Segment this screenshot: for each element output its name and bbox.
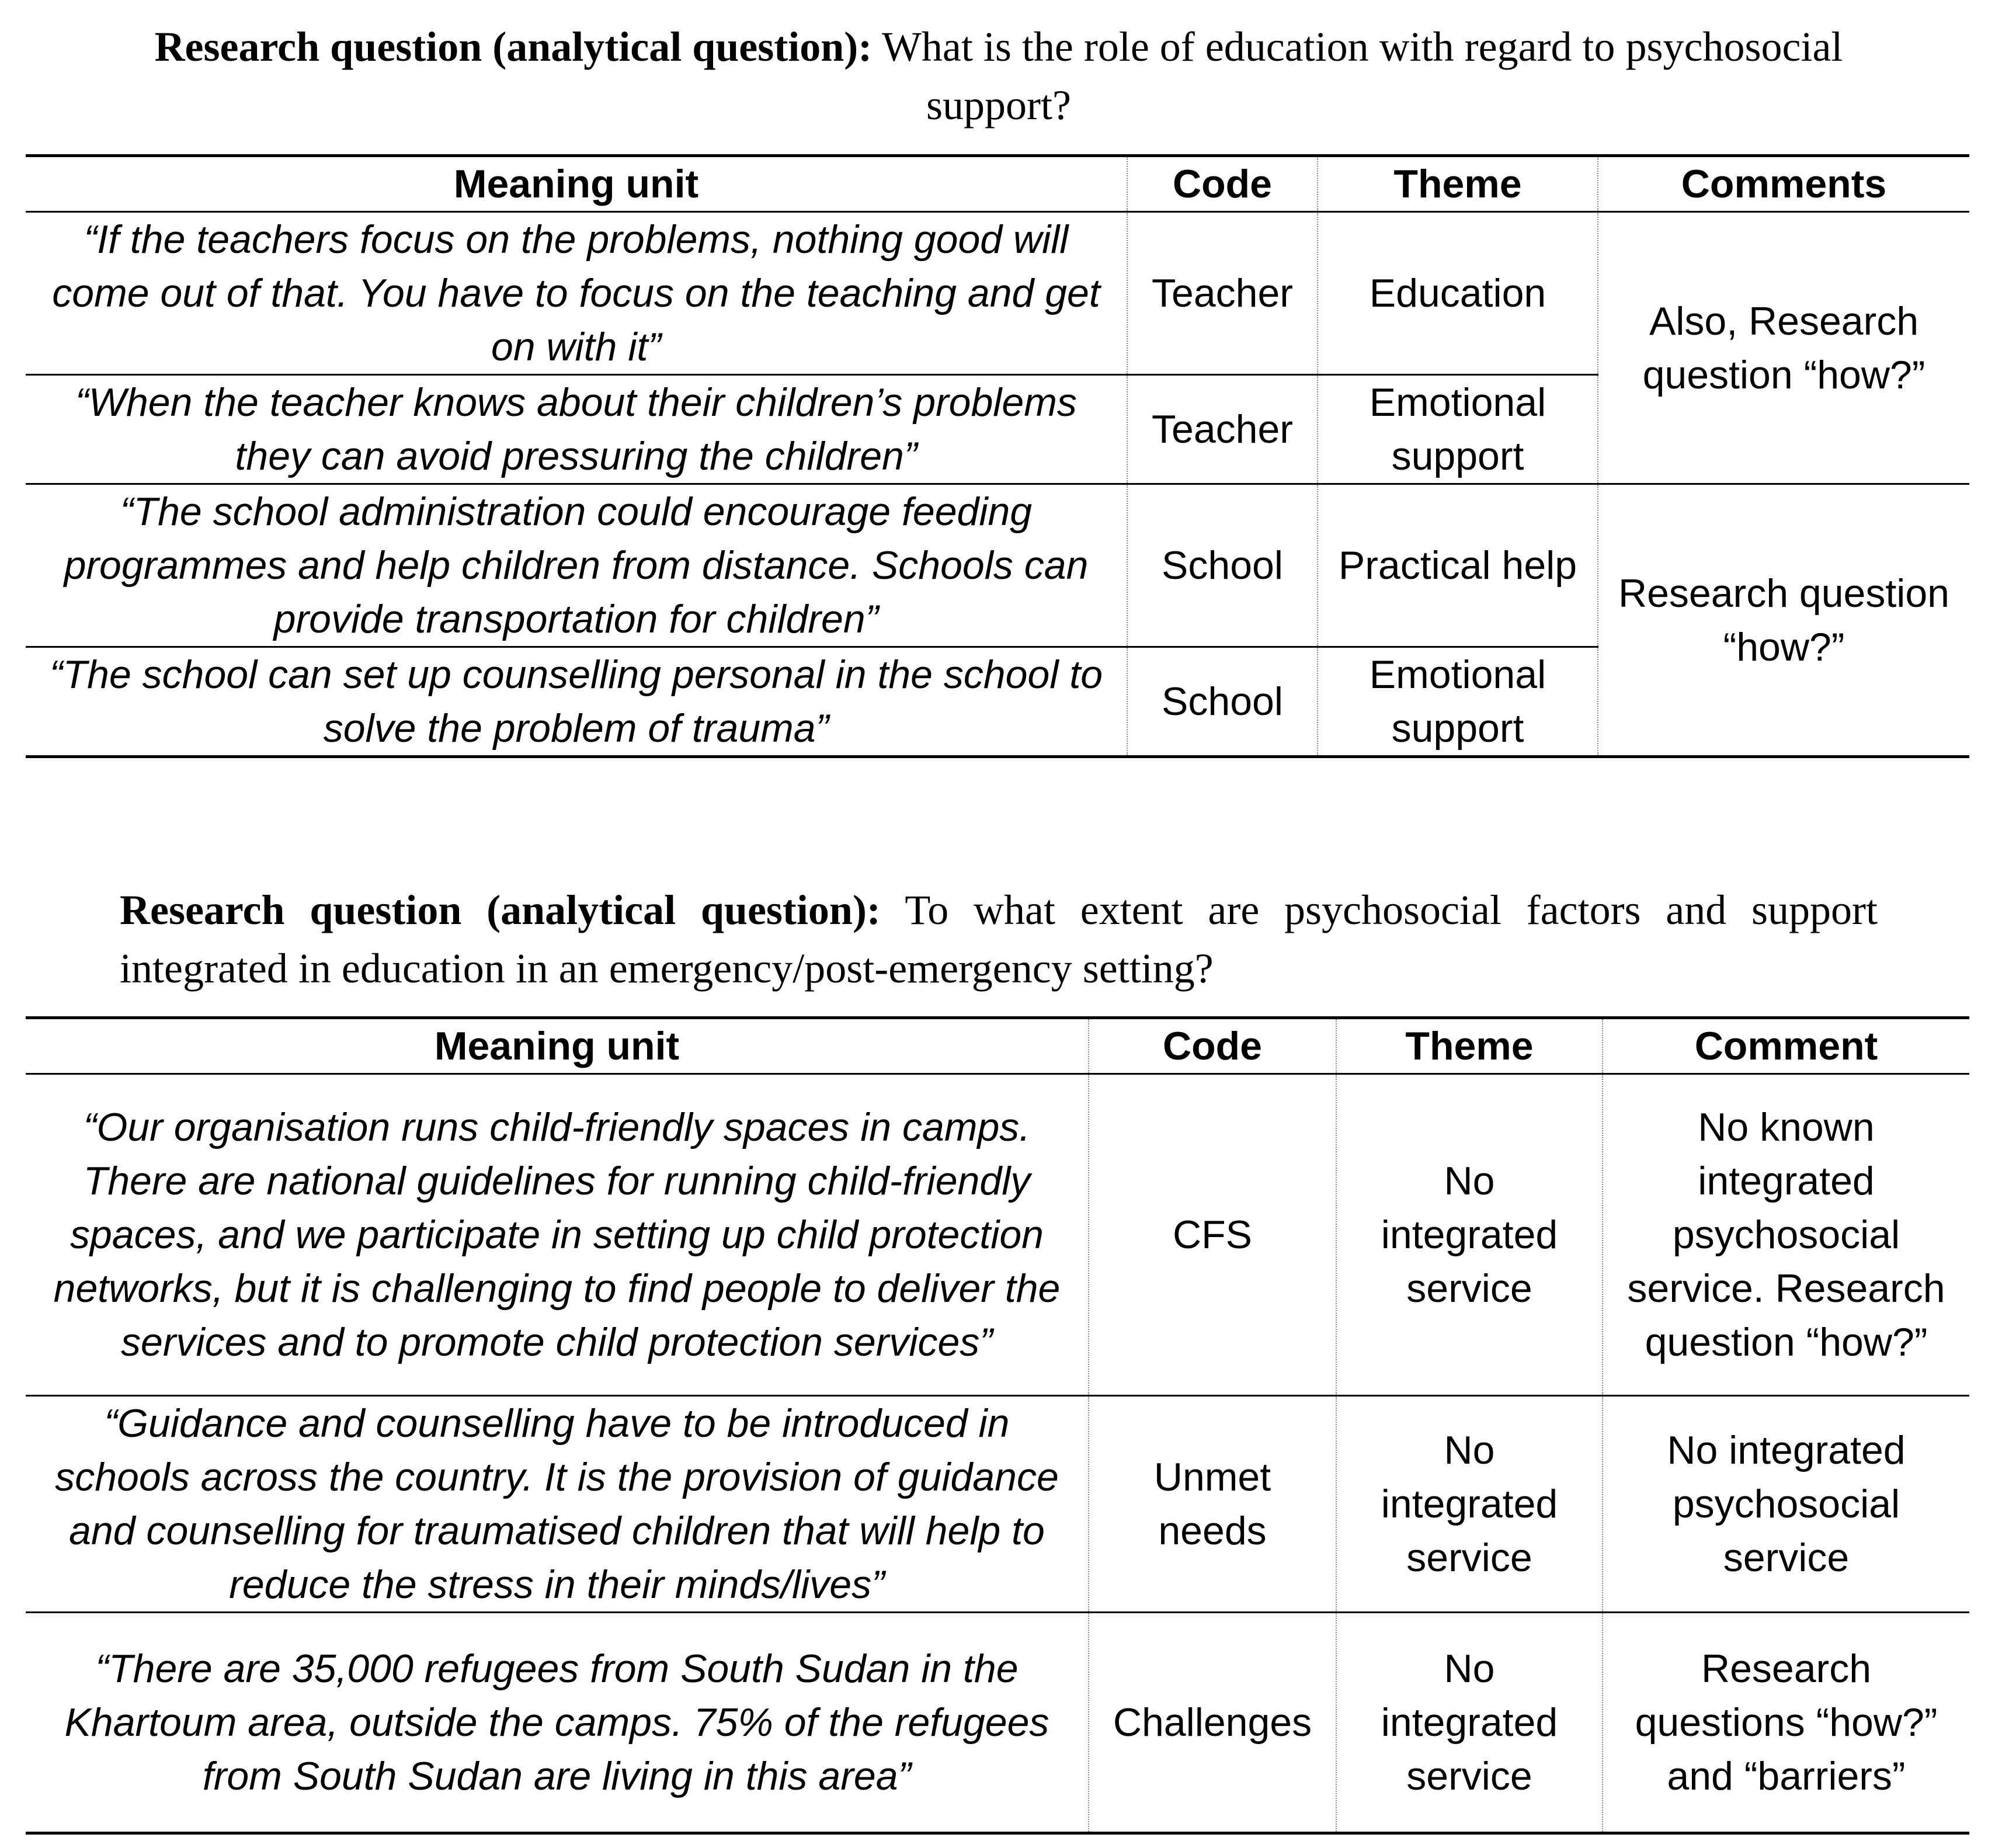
theme-cell: Education — [1318, 212, 1598, 375]
code-cell: Challenges — [1089, 1613, 1336, 1833]
table-header-row — [26, 1018, 1969, 1074]
theme-cell: Emotional support — [1318, 375, 1598, 484]
code-cell: School — [1127, 484, 1318, 647]
coding-table-1 — [26, 154, 1969, 758]
table-row — [26, 212, 1969, 375]
comment-cell: No known integrated psychosocial service. Research question “how?” — [1603, 1074, 1969, 1396]
table-row — [26, 484, 1969, 647]
header-code: Code — [1089, 1018, 1336, 1074]
table-row — [26, 1613, 1969, 1833]
table-row — [26, 1396, 1969, 1613]
meaning-unit-cell: “Our organisation runs child-friendly spaces in camps. There are national guidelines for running child-friendly spaces, and we participate in setting up child protection networks, but it is challenging to find people to deliver the services and to promote child protection services” — [26, 1074, 1089, 1396]
research-question-2 — [120, 881, 1878, 998]
comment-cell: Research questions “how?” and “barriers” — [1603, 1613, 1969, 1833]
theme-cell: No integrated service — [1336, 1613, 1603, 1833]
code-cell: CFS — [1089, 1074, 1336, 1396]
theme-cell: Practical help — [1318, 484, 1598, 647]
meaning-unit-cell: “Guidance and counselling have to be introduced in schools across the country. It is the provision of guidance and counselling for traumatised children that will help to reduce the stress in their minds/lives” — [26, 1396, 1089, 1613]
research-question-1 — [105, 18, 1892, 134]
comment-cell: Also, Research question “how?” — [1598, 212, 1969, 484]
research-question-1-text: What is the role of education with regard to psychosocial support? — [872, 23, 1843, 128]
theme-cell: No integrated service — [1336, 1396, 1603, 1613]
header-meaning-unit: Meaning unit — [26, 156, 1127, 212]
coding-table-2 — [26, 1016, 1969, 1835]
header-code: Code — [1127, 156, 1318, 212]
theme-cell: No integrated service — [1336, 1074, 1603, 1396]
research-question-2-text: To what extent are psychosocial factors and support integrated in education in an emergency/post-emergency setting? — [120, 887, 1878, 992]
header-theme: Theme — [1336, 1018, 1603, 1074]
comment-cell: Research question “how?” — [1598, 484, 1969, 757]
code-cell: School — [1127, 647, 1318, 757]
research-question-1-label: Research question (analytical question): — [154, 23, 873, 70]
header-comments: Comments — [1598, 156, 1969, 212]
meaning-unit-cell: “The school administration could encourage feeding programmes and help children from distance. Schools can provide transportation for children” — [26, 484, 1127, 647]
meaning-unit-cell: “If the teachers focus on the problems, nothing good will come out of that. You have to focus on the teaching and get on with it” — [26, 212, 1127, 375]
meaning-unit-cell: “When the teacher knows about their children’s problems they can avoid pressuring the children” — [26, 375, 1127, 484]
header-theme: Theme — [1318, 156, 1598, 212]
meaning-unit-cell: “There are 35,000 refugees from South Sudan in the Khartoum area, outside the camps. 75% of the refugees from South Sudan are living in this area” — [26, 1613, 1089, 1833]
comment-cell: No integrated psychosocial service — [1603, 1396, 1969, 1613]
research-question-2-label: Research question (analytical question): — [120, 887, 881, 933]
header-comment: Comment — [1603, 1018, 1969, 1074]
code-cell: Teacher — [1127, 212, 1318, 375]
table-row — [26, 1074, 1969, 1396]
code-cell: Unmet needs — [1089, 1396, 1336, 1613]
table-header-row — [26, 156, 1969, 212]
header-meaning-unit: Meaning unit — [26, 1018, 1089, 1074]
code-cell: Teacher — [1127, 375, 1318, 484]
meaning-unit-cell: “The school can set up counselling personal in the school to solve the problem of trauma” — [26, 647, 1127, 757]
theme-cell: Emotional support — [1318, 647, 1598, 757]
